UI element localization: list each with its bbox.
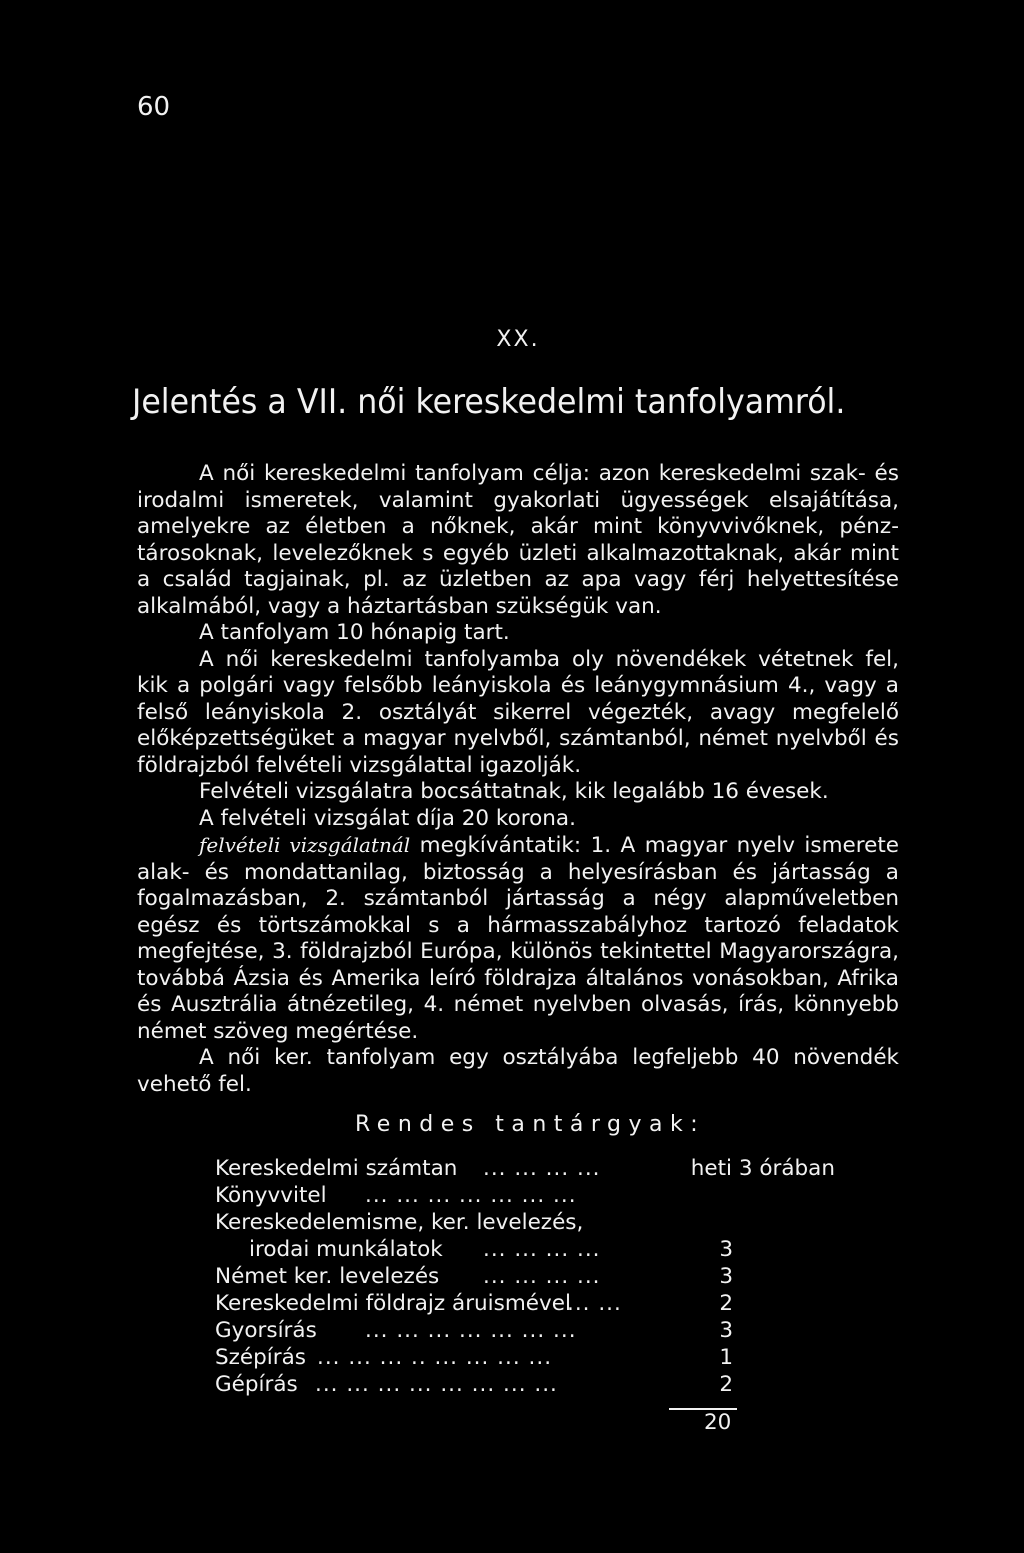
subject-row <box>215 1236 835 1263</box>
subject-row <box>215 1263 835 1290</box>
subject-name: Kereskedelmi számtan <box>215 1156 458 1181</box>
subject-row <box>215 1290 835 1317</box>
subject-hours: 3 <box>719 1318 733 1343</box>
subject-name: Kereskedelmi földrajz áruismével <box>215 1291 571 1316</box>
subject-name: Kereskedelemisme, ker. levelezés, <box>215 1210 584 1235</box>
subject-name: Gyorsírás <box>215 1318 317 1343</box>
page-number: 60 <box>137 92 171 122</box>
paragraph-admission: A női kereskedelmi tanfolyamba oly növendékek vétetnek fel, kik a polgári vagy felsőbb leányiskola és leánygymnásium 4., vagy a felső leányiskola 2. osztályát sikerrel végezték, avagy megfelelő előképzettségüket a magyar nyelvből, számtanból, német nyelvből és földrajzból felvételi vizsgálattal igazolják. <box>137 646 899 778</box>
leader-dots: ... ... ... ... <box>483 1156 601 1181</box>
subject-hours: heti 3 órában <box>690 1156 835 1181</box>
chapter-number: XX. <box>496 327 540 352</box>
paragraph-age-requirement: Felvételi vizsgálatra bocsáttatnak, kik legalább 16 évesek. <box>199 779 829 804</box>
leader-dots: ... ... ... ... ... ... ... ... <box>315 1372 558 1397</box>
paragraph-exam-requirements <box>137 832 899 1045</box>
subject-hours: 3 <box>719 1237 733 1262</box>
paragraph-duration: A tanfolyam 10 hónapig tart. <box>199 620 510 645</box>
subject-row <box>215 1317 835 1344</box>
subject-name: irodai munkálatok <box>249 1237 443 1262</box>
subject-name: Német ker. levelezés <box>215 1264 440 1289</box>
subject-row <box>215 1209 835 1236</box>
leader-dots: ... ... ... ... <box>483 1264 601 1289</box>
subject-hours: 3 <box>719 1264 733 1289</box>
exam-requirements-text: megkívántatik: 1. A magyar nyelv ismerete alak- és mondattanilag, biztosság a helyesírásban és jártasság a fogalmazásban, 2. számtanból jártasság a négy alapműveletben egész és törtszámokkal s a hármasszabályhoz tartozó feladatok megfejtése, 3. földrajzból Európa, különös tekintettel Magyarországra, továbbá Ázsia és Amerika leíró földrajza általános vonásokban, Afrika és Ausztrália átnézetileg, 4. német nyelvben olvasás, írás, könnyebb német szöveg megértése. <box>137 833 899 1044</box>
italic-phrase: felvételi vizsgálatnál <box>199 833 411 857</box>
subject-hours: 2 <box>719 1291 733 1316</box>
paragraph-class-size: A női ker. tanfolyam egy osztályába legfeljebb 40 növendék vehető fel. <box>137 1045 899 1097</box>
subjects-list <box>215 1155 835 1398</box>
subjects-heading: Rendes tantárgyak: <box>355 1112 706 1137</box>
subject-name: Könyvvitel <box>215 1183 327 1208</box>
report-body <box>137 461 899 1098</box>
leader-dots: ... ... ... .. ... ... ... ... <box>317 1345 553 1370</box>
subject-row <box>215 1344 835 1371</box>
page-title: Jelentés a VII. női kereskedelmi tanfolyamról. <box>132 382 846 422</box>
subject-row <box>215 1371 835 1398</box>
leader-dots: ... ... ... ... <box>483 1237 601 1262</box>
leader-dots: ... ... <box>567 1291 622 1316</box>
paragraph-purpose: A női kereskedelmi tanfolyam célja: azon kereskedelmi szak- és irodalmi ismeretek, valamint gyakorlati ügyességek elsajátítása, amelyekre az életben a nőknek, akár mint könyvvivőknek, pénztárosoknak, levelezőknek s egyéb üzleti alkalmazottaknak, akár mint a család tagjainak, pl. az üzletben az apa vagy férj helyettesítése alkalmából, vagy a háztartásban szükségük van. <box>137 461 899 619</box>
subject-hours: 1 <box>719 1345 733 1370</box>
subject-hours: 2 <box>719 1372 733 1397</box>
subject-name: Szépírás <box>215 1345 306 1370</box>
total-hours: 20 <box>704 1410 732 1435</box>
subject-name: Gépírás <box>215 1372 298 1397</box>
paragraph-exam-fee: A felvételi vizsgálat díja 20 korona. <box>199 805 576 831</box>
subject-row <box>215 1182 835 1209</box>
leader-dots: ... ... ... ... ... ... ... <box>365 1318 577 1343</box>
leader-dots: ... ... ... ... ... ... ... <box>365 1183 577 1208</box>
subject-row <box>215 1155 835 1182</box>
